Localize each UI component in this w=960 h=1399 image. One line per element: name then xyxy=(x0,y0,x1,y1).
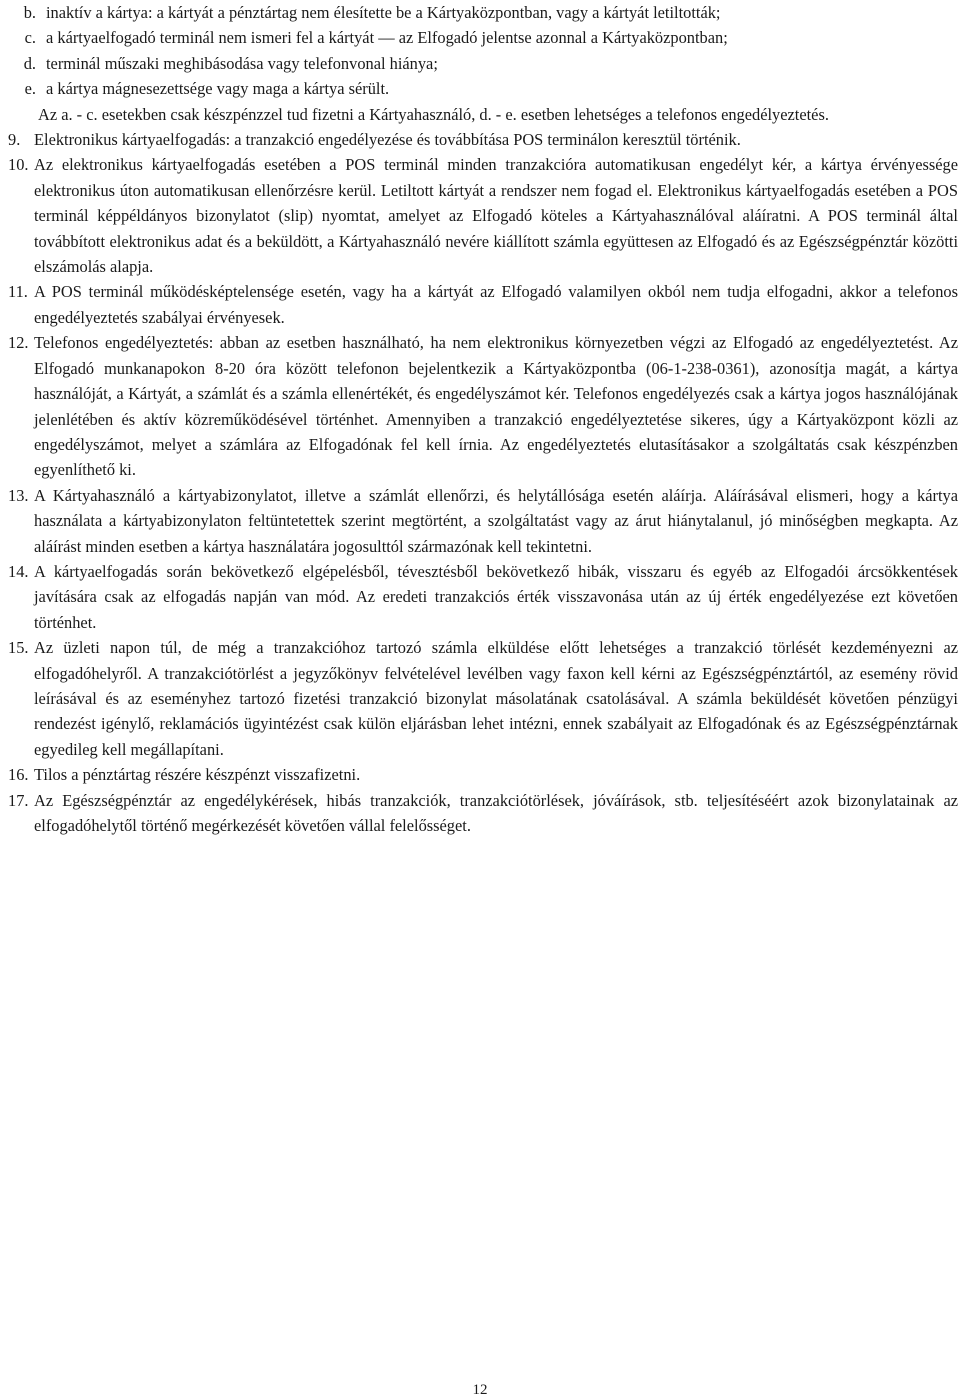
list-item xyxy=(8,152,958,279)
list-marker: 14. xyxy=(8,561,29,581)
list-item xyxy=(8,25,958,50)
list-text: A POS terminál működésképtelensége esetén, vagy ha a kártyát az Elfogadó valamilyen okból nem tudja elfogadni, akkor a telefonos engedélyeztetés szabályai érvényesek. xyxy=(34,282,958,327)
list-text: Az Egészségpénztár az engedélykérések, hibás tranzakciók, tranzakciótörlések, jóváírások, stb. teljesítéséért azok bizonylatainak az elfogadóhelytől történő megérkezését követően vállal felelősséget. xyxy=(34,790,958,835)
list-text: inaktív a kártya: a kártyát a pénztártag nem élesítette be a Kártyaközpontban, vagy a kártyát letiltották; xyxy=(46,3,721,22)
list-item xyxy=(8,559,958,635)
list-item xyxy=(8,127,958,152)
list-marker: 16. xyxy=(8,765,29,785)
list-text: Tilos a pénztártag részére készpénzt visszafizetni. xyxy=(34,765,361,785)
list-marker: 9. xyxy=(8,130,21,150)
list-item xyxy=(8,788,958,839)
list-item xyxy=(8,762,958,787)
document-body xyxy=(8,0,958,838)
list-item xyxy=(8,0,958,25)
list-text: A kártyaelfogadás során bekövetkező elgépelésből, tévesztésből bekövetkező hibák, visszaru és egyéb az Elfogadói árcsökkentések javítására csak az elfogadás napján van mód. Az eredeti tranzakciós érték visszavonása után az új érték engedélyezése ezt követően történhet. xyxy=(34,561,958,632)
list-marker: 12. xyxy=(8,333,29,353)
list-text: Elektronikus kártyaelfogadás: a tranzakció engedélyezése és továbbítása POS terminálon keresztül történik. xyxy=(34,130,741,150)
list-marker: 13. xyxy=(8,485,29,505)
list-item xyxy=(8,635,958,762)
list-marker: c. xyxy=(24,28,36,48)
list-item xyxy=(8,279,958,330)
note-paragraph: Az a. - c. esetekben csak készpénzzel tud fizetni a Kártyahasználó, d. - e. esetben lehetséges a telefonos engedélyeztetés. xyxy=(38,104,829,124)
list-marker: e. xyxy=(24,79,36,99)
list-text: A Kártyahasználó a kártyabizonylatot, illetve a számlát ellenőrzi, és helytállósága esetén aláírja. Aláírásával elismeri, hogy a kártya használata a kártyabizonylaton feltüntetettek szerint megtörtént, a szolgáltatást vagy az árut hiánytalanul, jó minőségben megkapta. Az aláírást minden esetben a kártya használatára jogosulttól származónak kell tekintetni. xyxy=(34,485,958,556)
list-marker: b. xyxy=(23,3,36,22)
list-text: a kártya mágnesezettsége vagy maga a kártya sérült. xyxy=(46,79,390,99)
list-text: Az üzleti napon túl, de még a tranzakcióhoz tartozó számla elküldése előtt lehetséges a tranzakció törlését kezdeményezni az elfogadóhelyről. A tranzakciótörlést a jegyzőkönyv felvételével levélben vagy faxon kell kérni az Egészségpénztártól, az esemény rövid leírásával és az eseményhez tartozó fizetési tranzakció bizonylat másolatának csatolásával. A számla beküldését követően pénzügyi rendezést igénylő, reklamációs ügyintézést csak külön eljárásban lehet intézni, ennek szabályait az Elfogadónak és az Egészségpénztárnak egyedileg kell megállapítani. xyxy=(34,638,958,759)
list-marker: 10. xyxy=(8,155,29,175)
list-text: Az elektronikus kártyaelfogadás esetében a POS terminál minden tranzakcióra automatikusan engedélyt kér, a kártya érvényessége elektronikus úton automatikusan ellenőrzésre kerül. Letiltott kártyát a rendszer nem fogad el. Elektronikus kártyaelfogadás esetében a POS terminál képpéldányos bizonylatot (slip) nyomtat, amelyet az Elfogadó köteles a Kártyahasználóval aláíratni. A POS terminál által továbbított elektronikus adat és a beküldött, a Kártyahasználó nevére kiállított számla együttesen az Elfogadó és az Egészségpénztár közötti elszámolás alapja. xyxy=(34,155,958,277)
list-item xyxy=(8,51,958,76)
list-marker: 17. xyxy=(8,790,29,810)
list-text: a kártyaelfogadó terminál nem ismeri fel a kártyát — az Elfogadó jelentse azonnal a Kártyaközpontban; xyxy=(46,28,728,48)
list-item xyxy=(8,483,958,559)
list-text: Telefonos engedélyeztetés: abban az esetben használható, ha nem elektronikus környezetben végzi az Elfogadó az engedélyeztetést. Az Elfogadó munkanapokon 8-20 óra között telefonon bejelentkezik a Kártyaközpontba (06-1-238-0361), azonosítja magát, a kártya használóját, a Kártyát, a számlát és a számla ellenértékét, és engedélyszámot kér. Telefonos engedélyezés csak a kártya jogos használójának jelenlétében és aktív közreműködésével történhet. Amennyiben a tranzakció engedélyeztetése sikeres, úgy a Kártyaközpont közli az engedélyszámot, melyet a számlára az Elfogadónak fel kell írnia. Az engedélyeztetés elutasításakor a szolgáltatás csak készpénzben egyenlíthető ki. xyxy=(34,333,958,480)
list-item xyxy=(8,330,958,482)
list-marker: 11. xyxy=(8,282,28,302)
page-number: 12 xyxy=(472,1382,488,1398)
list-marker: 15. xyxy=(8,638,29,658)
list-item xyxy=(8,76,958,101)
list-marker: d. xyxy=(23,53,36,73)
list-text: terminál műszaki meghibásodása vagy telefonvonal hiánya; xyxy=(46,53,438,73)
